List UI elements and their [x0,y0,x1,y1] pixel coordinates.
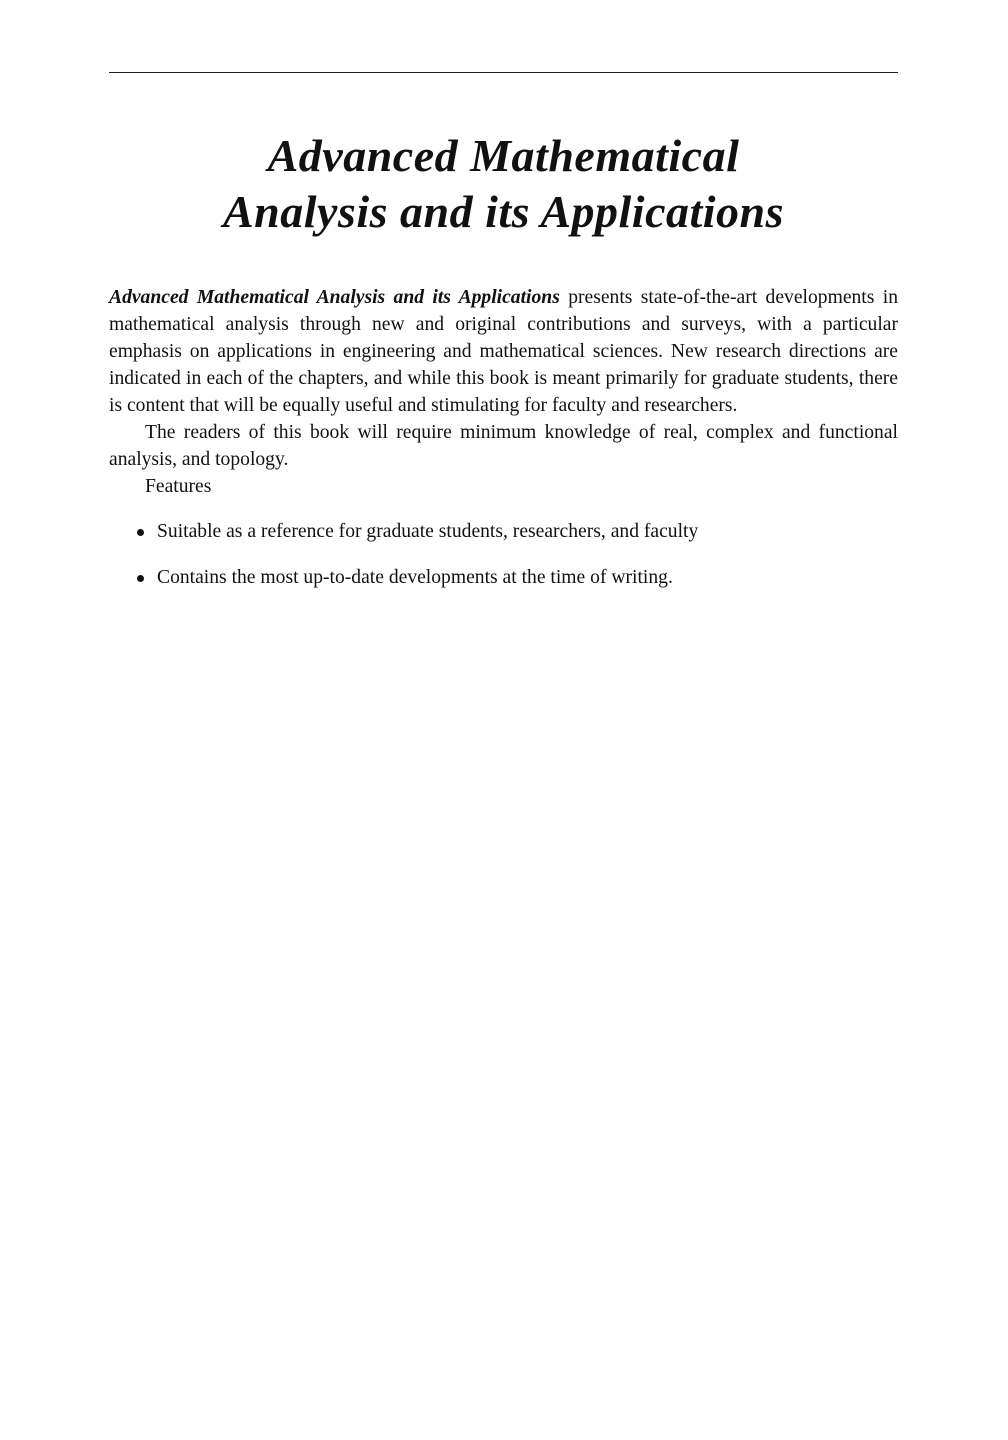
book-title-emphasis: Advanced Mathematical Analysis and its Applications [109,287,560,308]
title-line-1: Advanced Mathematical [267,130,740,181]
page-title [109,128,898,240]
description-paragraph-1 [109,284,898,419]
feature-item [109,518,898,564]
header-rule [109,72,898,73]
bullet-icon [137,575,144,582]
feature-text: Contains the most up-to-date developments at the time of writing. [157,567,673,588]
paragraph-1-text: presents state-of-the-art developments in mathematical analysis through new and original contributions and surveys, with a particular emphasis on applications in engineering and mathematical sciences. New research directions are indicated in each of the chapters, and while this book is meant primarily for graduate students, there is content that will be equally useful and stimulating for faculty and researchers. [109,287,898,416]
title-line-2: Analysis and its Applications [222,186,785,237]
features-list [109,518,898,610]
feature-item [109,564,898,610]
feature-text: Suitable as a reference for graduate students, researchers, and faculty [157,521,699,542]
description-paragraph-2: The readers of this book will require minimum knowledge of real, complex and functional analysis, and topology. [109,422,898,470]
description [109,284,898,610]
features-heading: Features [145,476,212,497]
bullet-icon [137,529,144,536]
